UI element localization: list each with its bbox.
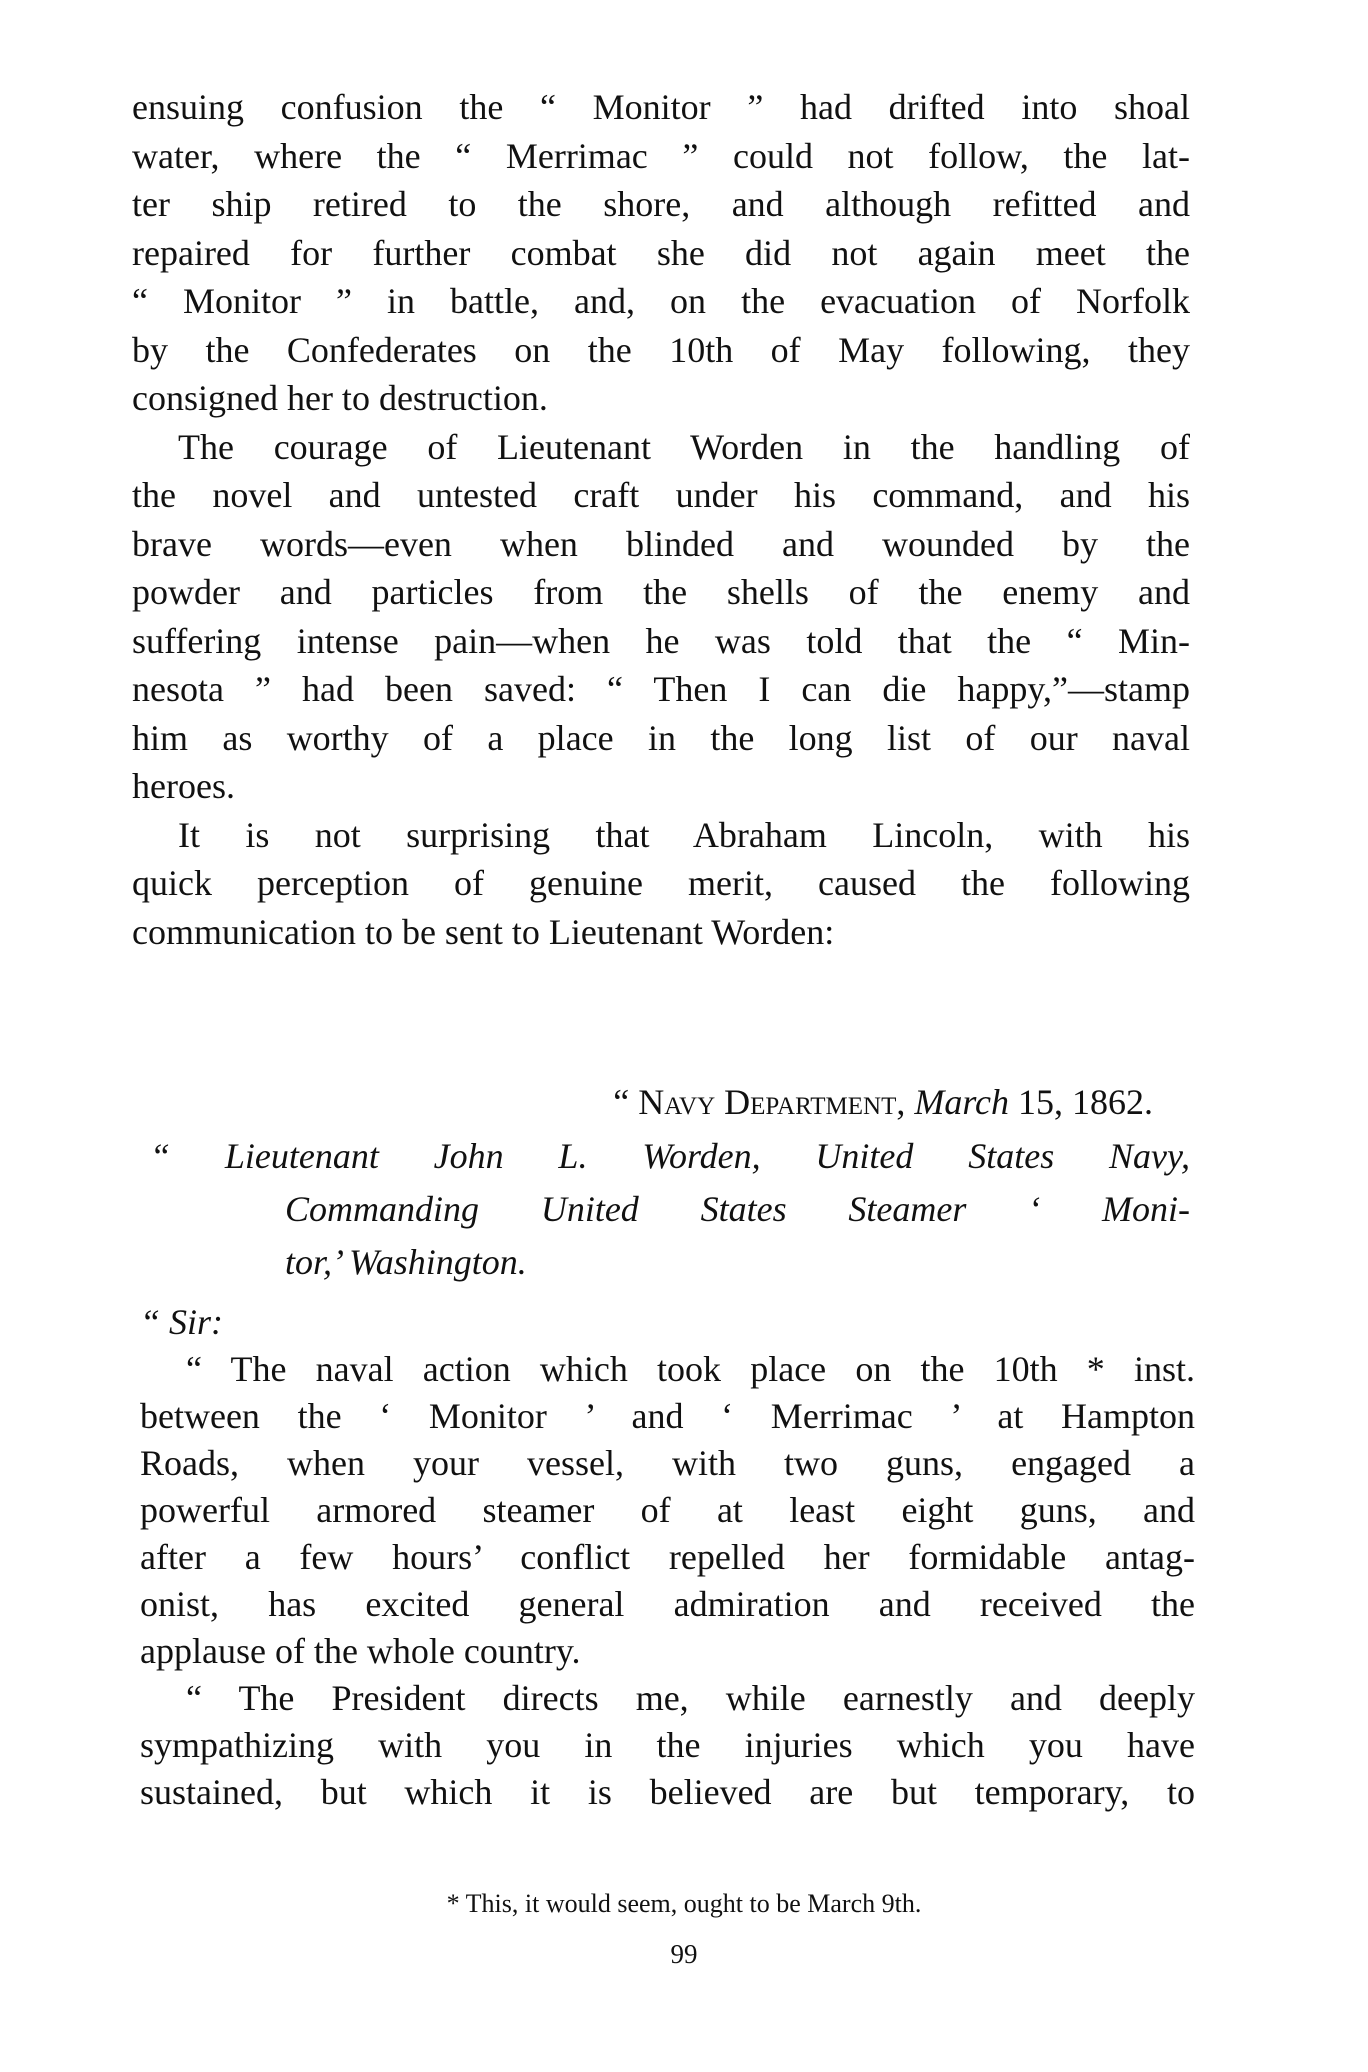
text-line: the novel and untested craft under his command, and his <box>132 475 1190 515</box>
text-line: powder and particles from the shells of the enemy and <box>132 572 1190 612</box>
text-line: It is not surprising that Abraham Lincoln, with his <box>178 814 1190 855</box>
text-line: repaired for further combat she did not again meet the <box>132 232 1190 273</box>
page-number: 99 <box>670 1939 698 1969</box>
text-line: sympathizing with you in the injuries which you have <box>140 1725 1195 1765</box>
text-line: powerful armored steamer of at least eight guns, and <box>140 1490 1195 1530</box>
address-line: tor,’ Washington. <box>285 1242 527 1282</box>
text-line: ensuing confusion the “ Monitor ” had drifted into shoal <box>132 87 1190 127</box>
text-line: water, where the “ Merrimac ” could not follow, the lat- <box>132 135 1190 176</box>
letter-paragraph-2 <box>140 1675 1195 1816</box>
text-line: between the ‘ Monitor ’ and ‘ Merrimac ’ at Hampton <box>140 1396 1195 1436</box>
text-line: sustained, but which it is believed are but temporary, to <box>140 1772 1195 1812</box>
letter-heading <box>613 1078 1153 1126</box>
text-line: quick perception of genuine merit, caused the following <box>132 863 1190 903</box>
text-line: ter ship retired to the shore, and although refitted and <box>132 184 1190 224</box>
paragraph-2 <box>132 423 1190 811</box>
letter-heading-place: “ Navy Department, <box>613 1082 906 1122</box>
text-line: “ Monitor ” in battle, and, on the evacuation of Norfolk <box>132 281 1190 321</box>
footnote: * This, it would seem, ought to be March 9th. <box>446 1889 922 1918</box>
text-line: Roads, when your vessel, with two guns, engaged a <box>140 1443 1195 1483</box>
text-line: The courage of Lieutenant Worden in the handling of <box>178 426 1190 467</box>
text-line: “ The naval action which took place on the 10th * inst. <box>186 1349 1195 1389</box>
text-line: by the Confederates on the 10th of May following, they <box>132 329 1190 370</box>
letter-heading-date: 15, 1862. <box>1018 1082 1153 1122</box>
text-line: applause of the whole country. <box>140 1631 581 1671</box>
text-line: brave words—even when blinded and wounded by the <box>132 523 1190 564</box>
text-line: heroes. <box>132 766 235 806</box>
letter-address <box>150 1130 1190 1289</box>
letter-heading-month: March <box>914 1082 1009 1122</box>
body-text-top <box>132 83 1190 956</box>
letter-salutation: “ Sir: <box>140 1302 224 1342</box>
text-line: suffering intense pain—when he was told that the “ Min- <box>132 620 1190 661</box>
letter-paragraph-1 <box>140 1346 1195 1675</box>
text-line: onist, has excited general admiration and received the <box>140 1584 1195 1624</box>
text-line: him as worthy of a place in the long list of our naval <box>132 717 1190 758</box>
text-line: nesota ” had been saved: “ Then I can die happy,”—stamp <box>132 669 1190 709</box>
text-line: consigned her to destruction. <box>132 378 548 418</box>
letter-body <box>140 1346 1195 1816</box>
text-line: after a few hours’ conflict repelled her formidable antag- <box>140 1537 1195 1577</box>
text-line: “ The President directs me, while earnestly and deeply <box>186 1678 1195 1718</box>
text-line: communication to be sent to Lieutenant Worden: <box>132 911 835 952</box>
paragraph-1 <box>132 83 1190 423</box>
address-line: Commanding United States Steamer ‘ Moni- <box>285 1189 1190 1229</box>
address-line: “ Lieutenant John L. Worden, United States Navy, <box>150 1136 1190 1176</box>
paragraph-3 <box>132 811 1190 957</box>
